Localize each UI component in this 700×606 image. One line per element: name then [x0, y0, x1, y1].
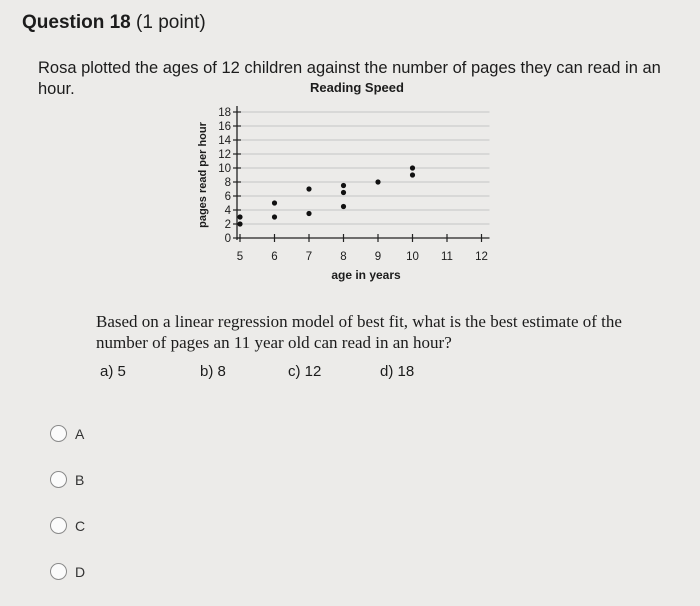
reading-speed-chart	[0, 0, 700, 300]
y-tick-label: 18	[218, 107, 231, 119]
data-point	[272, 200, 277, 205]
x-axis-label: age in years	[331, 268, 401, 282]
y-tick-label: 16	[218, 121, 231, 133]
x-tick-label: 5	[236, 251, 244, 263]
y-tick-label: 8	[224, 177, 231, 189]
chart-title: Reading Speed	[310, 80, 404, 95]
y-axis-label: pages read per hour	[197, 122, 209, 228]
data-point	[375, 179, 380, 184]
x-tick-label: 9	[374, 251, 382, 263]
answer-b[interactable]	[50, 471, 84, 488]
y-tick-label: 14	[218, 135, 231, 147]
question-number: Question 18	[22, 12, 131, 33]
answer-c-label: C	[75, 517, 86, 534]
x-tick-label: 7	[305, 251, 313, 263]
y-tick-label: 6	[224, 191, 231, 203]
option-b: b) 8	[200, 363, 226, 380]
answer-b-label: B	[75, 471, 85, 488]
question-points: (1 point)	[136, 12, 206, 33]
radio-button-a[interactable]	[50, 425, 67, 442]
radio-button-b[interactable]	[50, 471, 67, 488]
radio-button-c[interactable]	[50, 517, 67, 534]
y-tick-label: 12	[218, 149, 231, 161]
answer-d-label: D	[75, 563, 86, 580]
answer-c[interactable]	[50, 517, 85, 534]
y-tick-label: 10	[218, 163, 231, 175]
x-tick-label: 11	[441, 251, 453, 263]
y-tick-label: 0	[224, 233, 231, 245]
chart-grid	[237, 112, 490, 224]
radio-button-d[interactable]	[50, 563, 67, 580]
data-point	[341, 204, 346, 209]
data-point	[306, 211, 311, 216]
x-tick-label: 6	[271, 251, 278, 263]
data-point	[272, 214, 277, 219]
x-tick-label: 8	[340, 251, 347, 263]
option-c: c) 12	[288, 363, 322, 380]
question-prompt: Based on a linear regression model of best fit, what is the best estimate of the number of pages an 11 year old can read in an hour?	[96, 312, 622, 352]
option-d: d) 18	[380, 363, 415, 380]
data-point	[341, 183, 346, 188]
y-tick-label: 2	[224, 219, 231, 231]
x-tick-label: 12	[475, 251, 488, 263]
x-tick-label: 10	[406, 251, 419, 263]
answer-d[interactable]	[50, 563, 85, 580]
y-tick-label: 4	[224, 205, 231, 217]
answer-a[interactable]	[50, 425, 84, 442]
data-point	[237, 221, 242, 226]
question-intro: Rosa plotted the ages of 12 children against the number of pages they can read in an hour.	[38, 59, 661, 98]
data-point	[341, 190, 346, 195]
option-a: a) 5	[100, 363, 126, 380]
data-point	[237, 214, 242, 219]
answer-a-label: A	[75, 425, 85, 442]
data-point	[410, 172, 415, 177]
x-tick-labels	[237, 251, 488, 263]
data-point	[410, 165, 415, 170]
y-tick-labels	[218, 107, 231, 245]
data-point	[306, 186, 311, 191]
